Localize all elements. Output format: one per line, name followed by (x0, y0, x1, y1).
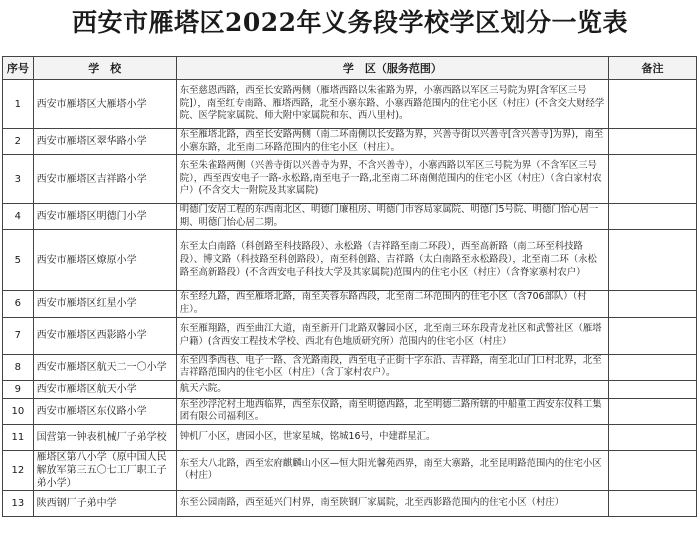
table-row (3, 204, 697, 230)
row-note (609, 398, 697, 424)
row-service-area: 东至公园南路，西至延兴门村界，南至陕钢厂家属院，北至西影路范围内的住宅小区（村庄） (176, 490, 608, 516)
row-note (609, 291, 697, 317)
row-school-name: 西安市雁塔区明德门小学 (33, 204, 176, 230)
table-row (3, 129, 697, 155)
row-school-name: 西安市雁塔区西影路小学 (33, 317, 176, 354)
header-area: 学 区（服务范围） (176, 57, 608, 80)
row-school-name: 西安市雁塔区航天二一〇小学 (33, 354, 176, 380)
school-district-table (2, 56, 697, 517)
table-row (3, 490, 697, 516)
row-index: 7 (3, 317, 34, 354)
row-note (609, 317, 697, 354)
row-note (609, 155, 697, 204)
row-note (609, 204, 697, 230)
row-index: 11 (3, 424, 34, 450)
row-school-name: 雁塔区第八小学（原中国人民解放军第三五〇七工厂职工子弟小学） (33, 450, 176, 490)
table-row (3, 450, 697, 490)
table-header-row (3, 57, 697, 80)
page-title: 西安市雁塔区2022年义务段学校学区划分一览表 (71, 8, 629, 37)
table-row (3, 80, 697, 129)
table-row (3, 424, 697, 450)
row-school-name: 西安市雁塔区燎原小学 (33, 230, 176, 291)
row-note (609, 354, 697, 380)
table-row (3, 354, 697, 380)
header-school: 学 校 (33, 57, 176, 80)
row-service-area: 东至沙浮沱村土地西临界，西至东仪路，南至明德西路，北至明德二路所辖的中船重工西安东仪科工集团有限公司福利区。 (176, 398, 608, 424)
row-service-area: 东至经九路，西至雁塔北路，南至芙蓉东路西段，北至南二环范围内的住宅小区（含706部队）（村庄）。 (176, 291, 608, 317)
row-service-area: 东至四季西巷、电子一路、含光路南段，西至电子正街十字东沿、吉祥路，南至北山门口村北界，北至吉祥路范围内的住宅小区（村庄）（含丁家村农户）。 (176, 354, 608, 380)
row-service-area: 东至慈恩西路，西至长安路两侧（雁塔西路以朱雀路为界，小寨西路以军区三号院为界[含军区三号院]），南至红专南路、雁塔西路，北至小寨东路、小寨西路范围内的住宅小区（村庄）(不含交大财经学院、医学院家属院、师大附中家属院和东、西八里村)。 (176, 80, 608, 129)
row-index: 9 (3, 380, 34, 398)
row-index: 5 (3, 230, 34, 291)
table-row (3, 230, 697, 291)
row-index: 4 (3, 204, 34, 230)
row-school-name: 西安市雁塔区大雁塔小学 (33, 80, 176, 129)
table-row (3, 317, 697, 354)
row-service-area: 东至雁塔北路，西至长安路两侧（南二环南侧以长安路为界，兴善寺街以兴善寺[含兴善寺]为界)，南至小寨东路，北至南二环路范围内的住宅小区（村庄）。 (176, 129, 608, 155)
row-index: 2 (3, 129, 34, 155)
row-school-name: 陕西钢厂子弟中学 (33, 490, 176, 516)
row-service-area: 东至雁翔路，西至曲江大道，南至新开门北路双馨园小区，北至南三环东段青龙社区和武警社区（雁塔户籍）(含西安工程技术学校、西北有色地质研究所）范围内的住宅小区（村庄） (176, 317, 608, 354)
row-note (609, 490, 697, 516)
header-index: 序号 (3, 57, 34, 80)
row-service-area: 钟机厂小区，唐园小区，世家星城，铭城16号，中建群星汇。 (176, 424, 608, 450)
row-school-name: 西安市雁塔区翠华路小学 (33, 129, 176, 155)
row-note (609, 129, 697, 155)
row-note (609, 380, 697, 398)
row-service-area: 航天六院。 (176, 380, 608, 398)
row-school-name: 西安市雁塔区吉祥路小学 (33, 155, 176, 204)
row-service-area: 东至太白南路（科创路至科技路段）、永松路（吉祥路至南二环段），西至高新路（南二环至科技路段）、博文路（科技路至科创路段），南至科创路、吉祥路（太白南路至永松路段），北至南二环（永松路至高新路段）(不含西安电子科技大学及其家属院)范围内的住宅小区（村庄）（含脊家寨村农户） (176, 230, 608, 291)
header-note: 备注 (609, 57, 697, 80)
table-row (3, 155, 697, 204)
row-index: 10 (3, 398, 34, 424)
table-body (3, 80, 697, 517)
row-note (609, 450, 697, 490)
row-index: 8 (3, 354, 34, 380)
row-index: 3 (3, 155, 34, 204)
row-index: 1 (3, 80, 34, 129)
row-index: 6 (3, 291, 34, 317)
row-service-area: 东至大八北路，西至宏府麒麟山小区—恒大阳光馨苑西界，南至大寨路，北至昆明路范围内的住宅小区（村庄） (176, 450, 608, 490)
row-note (609, 424, 697, 450)
row-note (609, 230, 697, 291)
row-school-name: 西安市雁塔区红星小学 (33, 291, 176, 317)
row-index: 13 (3, 490, 34, 516)
row-school-name: 国营第一钟表机械厂子弟学校 (33, 424, 176, 450)
table-row (3, 291, 697, 317)
row-service-area: 东至朱雀路两侧（兴善寺街以兴善寺为界，不含兴善寺），小寨西路以军区三号院为界（不含军区三号院），西至西安电子一路-永松路,南至电子一路,北至南二环南侧范围内的住宅小区（村庄）（含白家村农户）(不含交大一附院及其家属院) (176, 155, 608, 204)
row-note (609, 80, 697, 129)
table-row (3, 380, 697, 398)
row-school-name: 西安市雁塔区东仪路小学 (33, 398, 176, 424)
table-row (3, 398, 697, 424)
row-index: 12 (3, 450, 34, 490)
row-school-name: 西安市雁塔区航天小学 (33, 380, 176, 398)
row-service-area: 明德门安居工程的东西南北区、明德门廉租房、明德门市容局家属院、明德门5号院、明德门怡心居一期、明德门怡心居二期。 (176, 204, 608, 230)
